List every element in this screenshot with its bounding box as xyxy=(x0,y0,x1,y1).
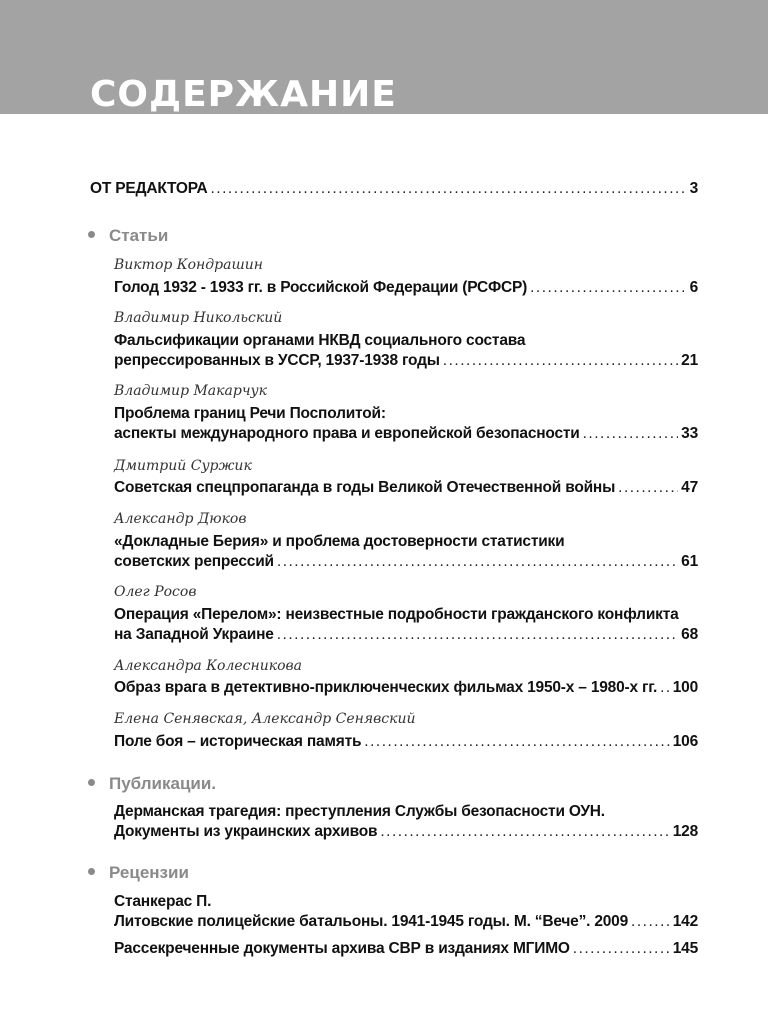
section-label: Рецензии xyxy=(109,863,189,882)
toc-page-number: 6 xyxy=(689,279,698,296)
toc-author: Александр Дюков xyxy=(114,511,247,527)
toc-page-number: 128 xyxy=(672,823,698,840)
toc-author: Дмитрий Суржик xyxy=(114,458,252,474)
dot-leader xyxy=(583,424,679,444)
toc-entry[interactable] xyxy=(114,939,698,959)
toc-author: Олег Росов xyxy=(114,584,197,600)
toc-page-number: 3 xyxy=(689,180,698,197)
toc-entry-title: репрессированных в УССР, 1937-1938 годы xyxy=(114,352,440,369)
dot-leader xyxy=(573,939,670,959)
toc-entry-title: Литовские полицейские батальоны. 1941-1945 годы. М. “Вече”. 2009 xyxy=(114,913,629,930)
toc-page-number: 100 xyxy=(672,679,698,696)
toc-entry[interactable] xyxy=(114,278,698,298)
toc-entry-title: на Западной Украине xyxy=(114,626,274,643)
page-title: СОДЕРЖАНИЕ xyxy=(90,74,397,115)
header-banner xyxy=(0,0,768,114)
dot-leader xyxy=(211,179,687,199)
toc-entry[interactable] xyxy=(114,625,698,645)
toc-entry-title: Документы из украинских архивов xyxy=(114,823,378,840)
bullet-icon xyxy=(88,868,95,875)
toc-entry-title-line: Проблема границ Речи Посполитой: xyxy=(114,405,386,422)
dot-leader xyxy=(631,912,670,932)
toc-page-number: 61 xyxy=(681,553,698,570)
dot-leader xyxy=(277,552,678,572)
toc-author: Владимир Никольский xyxy=(114,310,283,326)
dot-leader xyxy=(530,278,686,298)
toc-page-number: 106 xyxy=(672,733,698,750)
toc-entry-title: Рассекреченные документы архива СВР в изданиях МГИМО xyxy=(114,940,570,957)
bullet-icon xyxy=(88,231,95,238)
toc-page-number: 142 xyxy=(672,913,698,930)
toc-entry[interactable] xyxy=(114,552,698,572)
dot-leader xyxy=(660,678,670,698)
toc-entry[interactable] xyxy=(114,678,698,698)
toc-entry-editor[interactable] xyxy=(90,179,698,199)
toc-entry-title-line: «Докладные Берия» и проблема достоверности статистики xyxy=(114,533,565,550)
toc-entry[interactable] xyxy=(114,424,698,444)
toc-page-number: 47 xyxy=(681,479,698,496)
bullet-icon xyxy=(88,779,95,786)
toc-entry-title: советских репрессий xyxy=(114,553,274,570)
toc-page-number: 68 xyxy=(681,626,698,643)
section-label: Публикации. xyxy=(109,774,217,793)
toc-entry[interactable] xyxy=(114,351,698,371)
toc-entry-title: аспекты международного права и европейской безопасности xyxy=(114,425,580,442)
toc-page-number: 33 xyxy=(681,425,698,442)
toc-author: Владимир Макарчук xyxy=(114,383,268,399)
toc-entry-title: ОТ РЕДАКТОРА xyxy=(90,180,208,197)
toc-entry-title-line: Фальсификации органами НКВД социального состава xyxy=(114,332,526,349)
toc-entry-title-line: Станкерас П. xyxy=(114,893,212,910)
section-heading-reviews xyxy=(88,862,189,884)
dot-leader xyxy=(443,351,678,371)
section-label: Статьи xyxy=(109,226,169,245)
toc-entry[interactable] xyxy=(114,478,698,498)
toc-entry[interactable] xyxy=(114,912,698,932)
toc-entry[interactable] xyxy=(114,822,698,842)
section-heading-publications xyxy=(88,773,216,795)
toc-entry-title-line: Дерманская трагедия: преступления Службы безопасности ОУН. xyxy=(114,803,605,820)
toc-entry-title: Голод 1932 - 1933 гг. в Российской Федерации (РСФСР) xyxy=(114,279,528,296)
section-heading-articles xyxy=(88,225,168,247)
toc-author: Александра Колесникова xyxy=(114,658,303,674)
toc-entry-title: Поле боя – историческая память xyxy=(114,733,362,750)
dot-leader xyxy=(618,478,678,498)
toc-entry-title-line: Операция «Перелом»: неизвестные подробности гражданского конфликта xyxy=(114,606,679,623)
dot-leader xyxy=(364,732,669,752)
toc-author: Елена Сенявская, Александр Сенявский xyxy=(114,711,416,727)
toc-page-number: 145 xyxy=(672,940,698,957)
dot-leader xyxy=(277,625,678,645)
toc-entry[interactable] xyxy=(114,732,698,752)
toc-author: Виктор Кондрашин xyxy=(114,257,263,273)
toc-page-number: 21 xyxy=(681,352,698,369)
toc-entry-title: Советская спецпропаганда в годы Великой Отечественной войны xyxy=(114,479,616,496)
toc-entry-title: Образ врага в детективно-приключенческих фильмах 1950-х – 1980-х гг. xyxy=(114,679,658,696)
dot-leader xyxy=(380,822,669,842)
